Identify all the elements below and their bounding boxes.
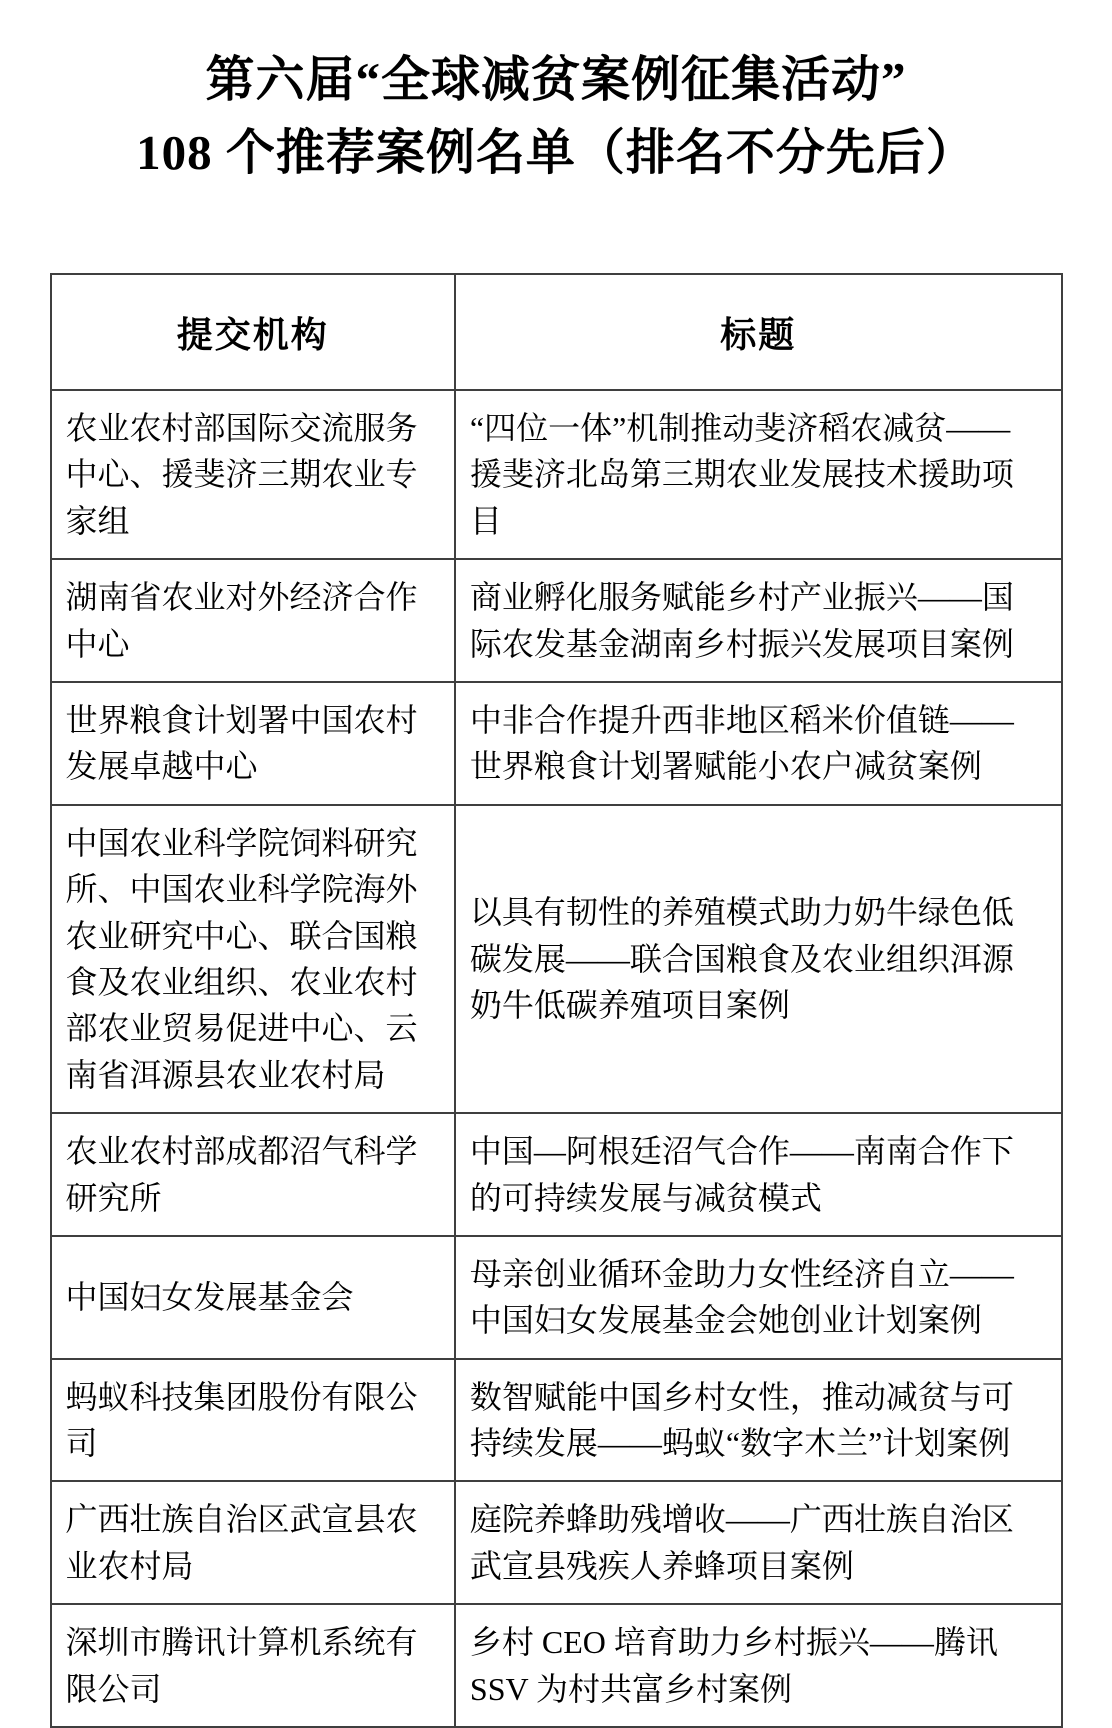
table-row — [51, 559, 1062, 682]
page-title-line-2: 108 个推荐案例名单（排名不分先后） — [136, 124, 976, 180]
org-cell: 广西壮族自治区武宣县农业农村局 — [51, 1481, 455, 1604]
table-row — [51, 1113, 1062, 1236]
title-cell: 乡村 CEO 培育助力乡村振兴——腾讯 SSV 为村共富乡村案例 — [455, 1604, 1062, 1727]
title-cell: “四位一体”机制推动斐济稻农减贫——援斐济北岛第三期农业发展技术援助项目 — [455, 390, 1062, 559]
table-body — [51, 390, 1062, 1727]
column-header-org: 提交机构 — [51, 274, 455, 390]
org-cell: 农业农村部成都沼气科学研究所 — [51, 1113, 455, 1236]
title-cell: 商业孵化服务赋能乡村产业振兴——国际农发基金湖南乡村振兴发展项目案例 — [455, 559, 1062, 682]
org-cell: 深圳市腾讯计算机系统有限公司 — [51, 1604, 455, 1727]
org-cell: 湖南省农业对外经济合作中心 — [51, 559, 455, 682]
page-title — [40, 44, 1072, 189]
table-row — [51, 390, 1062, 559]
title-cell: 数智赋能中国乡村女性，推动减贫与可持续发展——蚂蚁“数字木兰”计划案例 — [455, 1359, 1062, 1482]
org-cell: 中国农业科学院饲料研究所、中国农业科学院海外农业研究中心、联合国粮食及农业组织、农业农村部农业贸易促进中心、云南省洱源县农业农村局 — [51, 805, 455, 1113]
org-cell: 世界粮食计划署中国农村发展卓越中心 — [51, 682, 455, 805]
title-cell: 母亲创业循环金助力女性经济自立——中国妇女发展基金会她创业计划案例 — [455, 1236, 1062, 1359]
org-cell: 蚂蚁科技集团股份有限公司 — [51, 1359, 455, 1482]
title-cell: 中国—阿根廷沼气合作——南南合作下的可持续发展与减贫模式 — [455, 1113, 1062, 1236]
table-row — [51, 682, 1062, 805]
column-header-title: 标题 — [455, 274, 1062, 390]
table-row — [51, 805, 1062, 1113]
title-cell: 中非合作提升西非地区稻米价值链——世界粮食计划署赋能小农户减贫案例 — [455, 682, 1062, 805]
table-row — [51, 1236, 1062, 1359]
table-header — [51, 274, 1062, 390]
table-header-row — [51, 274, 1062, 390]
page-title-line-1: 第六届“全球减贫案例征集活动” — [205, 52, 907, 107]
table-row — [51, 1481, 1062, 1604]
table-row — [51, 1359, 1062, 1482]
title-cell: 以具有韧性的养殖模式助力奶牛绿色低碳发展——联合国粮食及农业组织洱源奶牛低碳养殖项目案例 — [455, 805, 1062, 1113]
org-cell: 中国妇女发展基金会 — [51, 1236, 455, 1359]
table-row — [51, 1604, 1062, 1727]
org-cell: 农业农村部国际交流服务中心、援斐济三期农业专家组 — [51, 390, 455, 559]
cases-table — [50, 273, 1063, 1728]
title-cell: 庭院养蜂助残增收——广西壮族自治区武宣县残疾人养蜂项目案例 — [455, 1481, 1062, 1604]
document-page — [0, 44, 1112, 1728]
